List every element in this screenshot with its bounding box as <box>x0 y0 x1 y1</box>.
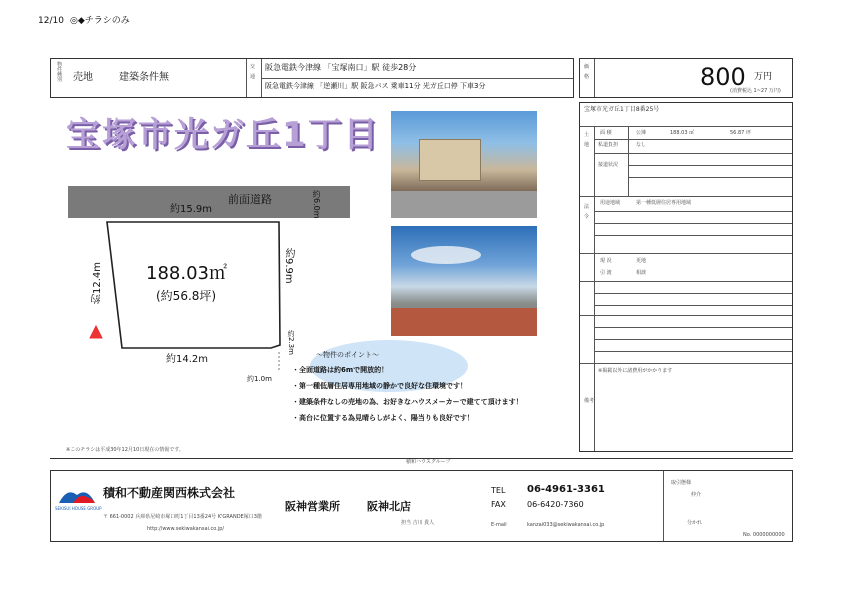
company-box <box>50 470 793 542</box>
area-tsubo: (約56.8坪) <box>156 289 217 303</box>
logo-text: SEKISUI HOUSE GROUP <box>55 506 102 511</box>
branch-name-2: 阪神北店 <box>367 500 411 513</box>
branch-name: 阪神営業所 <box>285 500 340 513</box>
header-title: ◎◆チラシのみ <box>70 16 130 26</box>
land-tsubo: 56.87 坪 <box>730 130 751 136</box>
group-label: 積和ハウスグループ <box>406 459 451 465</box>
address: 宝塚市光ガ丘1丁目8番25号 <box>584 106 660 113</box>
tel-label: TEL <box>491 486 506 495</box>
company-name: 積和不動産関西株式会社 <box>103 486 236 500</box>
land-area: 188.03 ㎡ <box>670 130 695 136</box>
photo-view <box>391 226 537 336</box>
area-sqm: 188.03㎡ <box>146 263 227 284</box>
dim-right-lower: 約2.3m <box>287 330 295 355</box>
email-label: E-mail <box>491 522 507 528</box>
status: 更地 <box>636 258 647 264</box>
trade-label: 取引態様 <box>671 480 692 486</box>
price-box: 価 格 800 万円 (消費税込 1~27 万円) <box>579 58 793 98</box>
spec-table: 宝塚市光ガ丘1丁目8番25号 土 地 面 積 公簿 188.03 ㎡ 56.87 坪 私道負担 なし 接道状況 法 令 用途地域 第一種低層住居専用地域 現 況 更地 引 渡 相談 備考 ※掲載以外に諸費用がかかります <box>579 102 793 452</box>
price-unit: 万円 <box>754 72 773 82</box>
remarks-label: 備考 <box>584 398 595 404</box>
dim-corner: 約1.0m <box>247 375 272 383</box>
land-use: 第一種低層住居専用地域 <box>636 200 692 206</box>
staff: 担当 吉川 貴人 <box>401 520 435 526</box>
listing-type: 売地 <box>73 72 93 83</box>
split: 分かれ <box>687 520 703 526</box>
points-heading: ～物件のポイント～ <box>316 351 379 359</box>
access-line-2: 阪急電鉄今津線 「逆瀬川」駅 阪急バス 乗車11分 光ガ丘口停 下車3分 <box>265 82 486 90</box>
dim-right: 約9.9m <box>283 248 294 284</box>
point-4: ・高台に位置する為見晴らしがよく、陽当りも良好です！ <box>292 414 474 422</box>
trade-type: 仲介 <box>691 492 702 498</box>
point-3: ・建築条件なしの売地の為、お好きなハウスメーカーで建てて頂けます！ <box>292 398 523 406</box>
private-road: なし <box>636 142 647 148</box>
price-number: 800 <box>700 63 746 91</box>
email[interactable]: kanzai033@sekiwakansai.co.jp <box>527 522 605 528</box>
point-1: ・全面道路は約6mで開放的！ <box>292 366 389 374</box>
company-address: 〒 661-0002 兵庫県尼崎市塚口町1丁目13番24号 K'GRANDE塚口3階 <box>103 514 262 520</box>
company-logo <box>57 485 97 505</box>
land-value1: 公簿 <box>636 130 647 136</box>
doc-number: No. 0000000000 <box>743 532 785 538</box>
remarks: ※掲載以外に諸費用がかかります <box>598 368 673 374</box>
fax: 06-6420-7360 <box>527 500 584 509</box>
tel: 06-4961-3361 <box>527 484 605 495</box>
road-label: 前面道路 <box>228 193 272 206</box>
company-url[interactable]: http://www.sekiwakansai.co.jp/ <box>147 526 225 532</box>
road-width: 約6.0m <box>312 190 321 219</box>
dim-bottom: 約14.2m <box>166 354 209 365</box>
dim-top: 約15.9m <box>170 204 213 215</box>
access-line-1: 阪急電鉄今津線 「宝塚南口」駅 徒歩28分 <box>265 63 417 72</box>
header-date: 12/10 <box>38 16 64 26</box>
big-title: 宝塚市光ガ丘1丁目 <box>66 115 380 155</box>
dim-left: 約12.4m <box>92 262 103 305</box>
delivery: 相談 <box>636 270 647 276</box>
listing-conditions: 建築条件無 <box>119 72 169 83</box>
footer-note: ※このチラシは平成30年12月10日現在の情報です。 <box>66 447 184 453</box>
listing-header-box: 物 件 種 別 売地 建築条件無 交 通 阪急電鉄今津線 「宝塚南口」駅 徒歩28分 阪急電鉄今津線 「逆瀬川」駅 阪急バス 乗車11分 光ガ丘口停 下車3分 <box>50 58 574 98</box>
price-note: (消費税込 1~27 万円) <box>730 88 781 94</box>
photo-site <box>391 111 537 218</box>
fax-label: FAX <box>491 500 506 509</box>
point-2: ・第一種低層住居専用地域の静かで良好な住環境です！ <box>292 382 467 390</box>
